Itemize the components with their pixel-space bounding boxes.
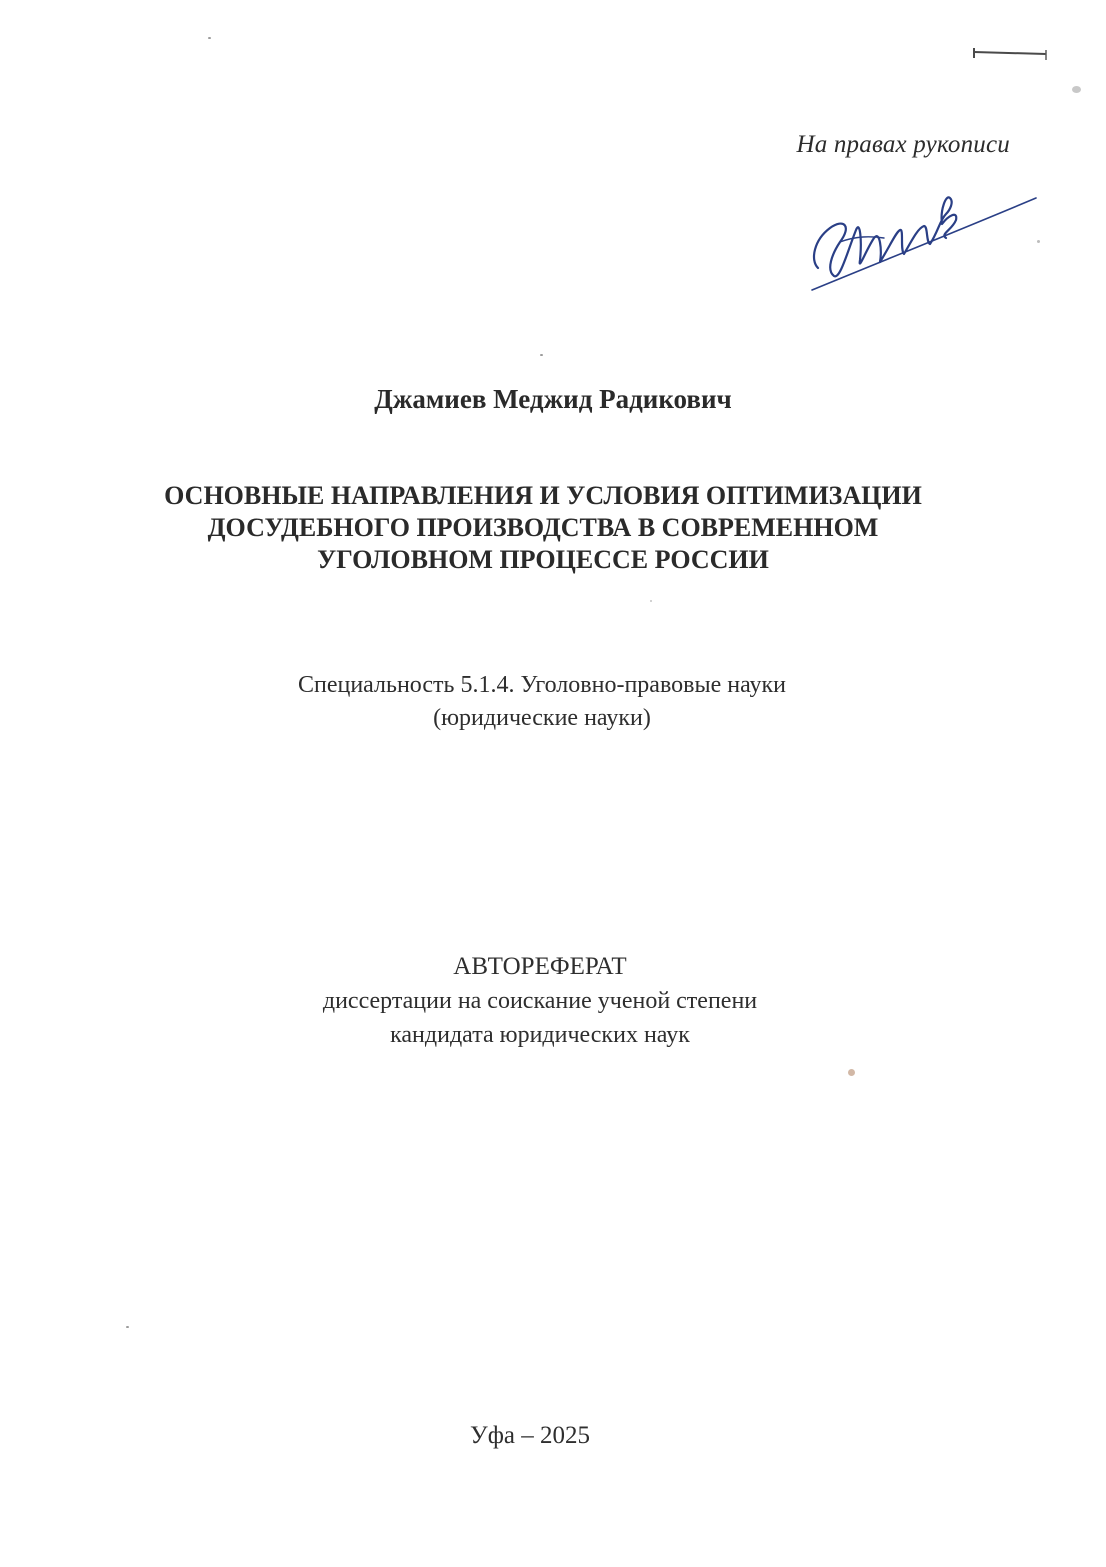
thesis-title-line: ДОСУДЕБНОГО ПРОИЗВОДСТВА В СОВРЕМЕННОМ — [207, 513, 879, 542]
paper-speck — [540, 354, 543, 356]
specialty-block — [0, 669, 1084, 735]
abstract-block — [0, 950, 1080, 1052]
author-name: Джамиев Меджид Радикович — [374, 384, 732, 414]
paper-speck — [848, 1069, 855, 1076]
signature-icon — [800, 180, 1045, 298]
place-and-year: Уфа – 2025 — [470, 1422, 590, 1449]
specialty-field: (юридические науки) — [433, 705, 651, 731]
paper-speck — [208, 37, 211, 39]
paper-speck — [650, 600, 652, 602]
thesis-title-line: УГОЛОВНОМ ПРОЦЕССЕ РОССИИ — [317, 545, 769, 574]
thesis-title-line: ОСНОВНЫЕ НАПРАВЛЕНИЯ И УСЛОВИЯ ОПТИМИЗАЦИИ — [164, 481, 922, 510]
staple-mark-icon — [970, 44, 1050, 64]
abstract-heading: АВТОРЕФЕРАТ — [453, 953, 627, 980]
abstract-purpose: диссертации на соискание ученой степени — [322, 988, 758, 1014]
thesis-title — [0, 480, 1086, 576]
specialty-code: Специальность 5.1.4. Уголовно-правовые науки — [297, 672, 786, 698]
paper-speck — [126, 1326, 129, 1328]
abstract-degree: кандидата юридических наук — [390, 1022, 690, 1048]
paper-speck — [1072, 86, 1081, 93]
manuscript-rights-note: На правах рукописи — [796, 131, 1010, 158]
paper-speck — [1037, 240, 1040, 243]
